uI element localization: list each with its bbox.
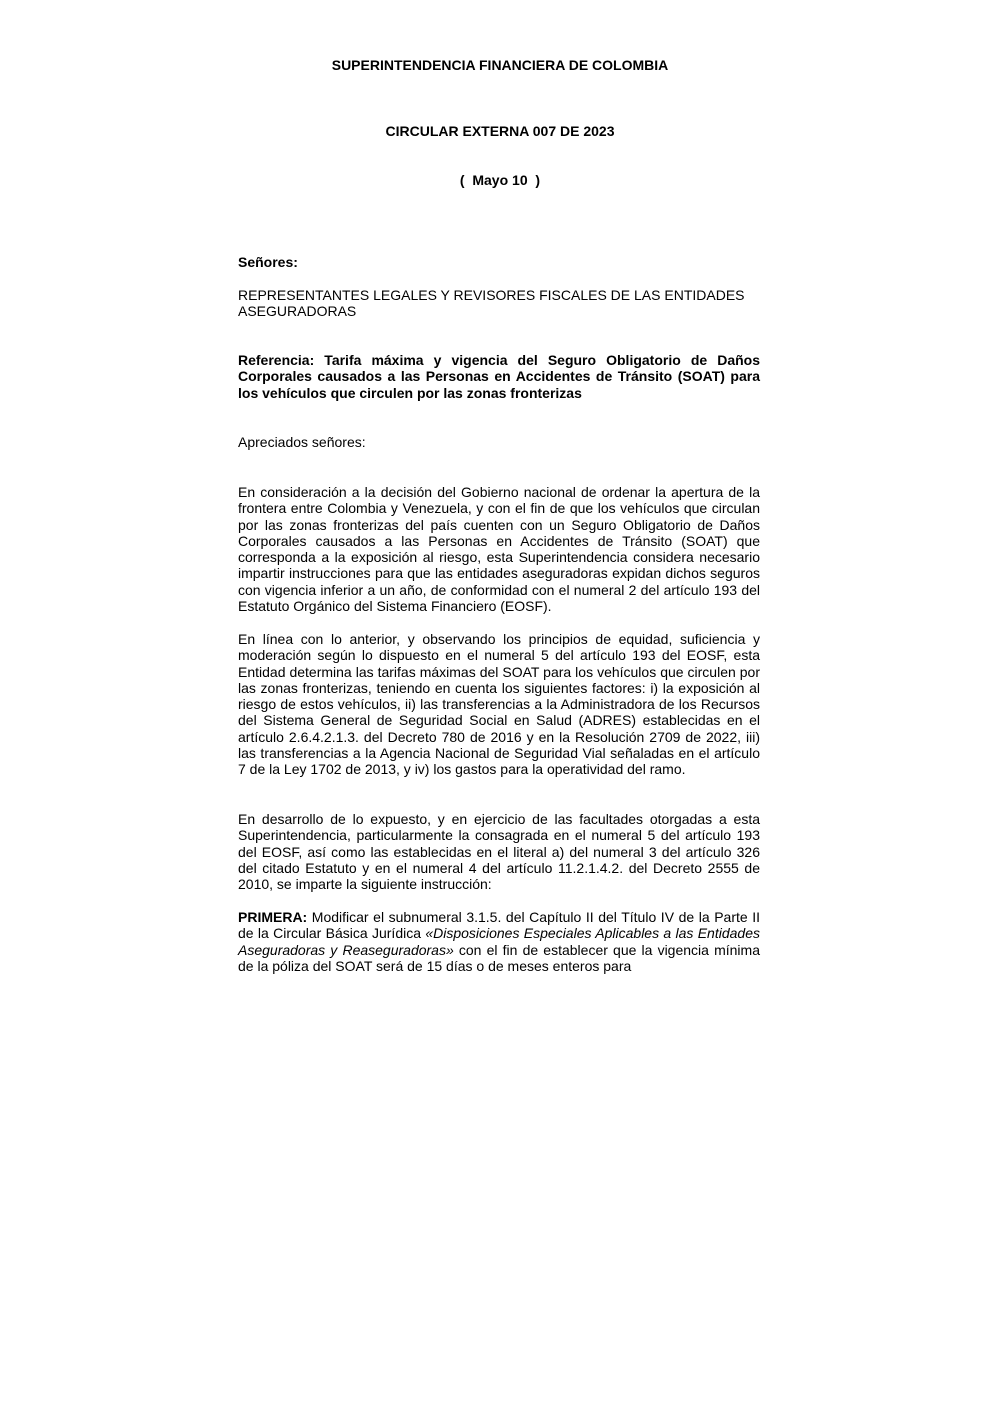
recipients: REPRESENTANTES LEGALES Y REVISORES FISCALES DE LAS ENTIDADES ASEGURADORAS (238, 287, 745, 320)
primera-italic-title: «Disposiciones Especiales Aplicables a las Entidades Aseguradoras y Reaseguradoras» (238, 925, 760, 958)
instruction-primera (238, 909, 760, 974)
circular-title: CIRCULAR EXTERNA 007 DE 2023 (385, 123, 615, 139)
primera-text-after: con el fin de establecer que la vigencia mínima de la póliza del SOAT será de 15 días o de meses enteros para (238, 941, 760, 974)
reference-text: Referencia: Tarifa máxima y vigencia del Seguro Obligatorio de Daños Corporales causados a las Personas en Accidentes de Tránsito (SOAT) para los vehículos que circulen por las zonas fronterizas (238, 352, 760, 401)
body-paragraph-3: En desarrollo de lo expuesto, y en ejercicio de las facultades otorgadas a esta Superintendencia, particularmente la consagrada en el numeral 5 del artículo 193 del EOSF, así como las establecidas en el literal a) del numeral 3 del artículo 326 del citado Estatuto y en el numeral 4 del artículo 11.2.1.4.2. del Decreto 2555 de 2010, se imparte la siguiente instrucción: (238, 811, 760, 893)
primera-label: PRIMERA: (238, 909, 308, 925)
greeting: Apreciados señores: (238, 434, 366, 450)
primera-text-before: Modificar el subnumeral 3.1.5. del Capítulo II del Título IV de la Parte II de la Circular Básica Jurídica (238, 909, 760, 942)
institution-heading: SUPERINTENDENCIA FINANCIERA DE COLOMBIA (331, 57, 669, 73)
salutation-label: Señores: (238, 254, 298, 270)
body-paragraph-2: En línea con lo anterior, y observando los principios de equidad, suficiencia y moderación según lo dispuesto en el numeral 5 del artículo 193 del EOSF, esta Entidad determina las tarifas máximas del SOAT para los vehículos que circulen por las zonas fronterizas, teniendo en cuenta los siguientes factores: i) la exposición al riesgo de estos vehículos, ii) las transferencias a la Administradora de los Recursos del Sistema General de Seguridad Social en Salud (ADRES) establecidas en el artículo 2.6.4.2.1.3. del Decreto 780 de 2016 y en la Resolución 2709 de 2022, iii) las transferencias a la Agencia Nacional de Seguridad Vial señaladas en el artículo 7 de la Ley 1702 de 2013, y iv) los gastos para la operatividad del ramo. (238, 631, 760, 778)
body-paragraph-1: En consideración a la decisión del Gobierno nacional de ordenar la apertura de la frontera entre Colombia y Venezuela, y con el fin de que los vehículos que circulan por las zonas fronterizas del país cuenten con un Seguro Obligatorio de Daños Corporales causados a las Personas en Accidentes de Tránsito (SOAT) que corresponda a la exposición al riesgo, esta Superintendencia considera necesario impartir instrucciones para que las entidades aseguradoras expidan dichos seguros con vigencia inferior a un año, de conformidad con el numeral 2 del artículo 193 del Estatuto Orgánico del Sistema Financiero (EOSF). (238, 484, 760, 615)
circular-date: ( Mayo 10 ) (459, 172, 541, 188)
